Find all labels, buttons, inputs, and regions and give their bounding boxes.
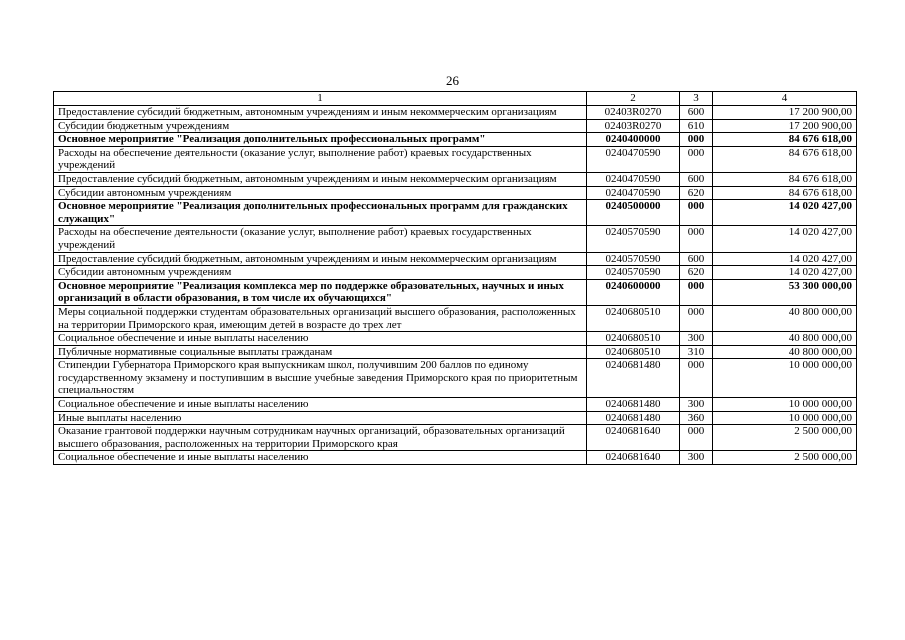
table-row [54, 345, 857, 359]
row-code-cell: 0240470590 [587, 146, 680, 172]
table-row [54, 106, 857, 120]
row-amount-cell: 14 020 427,00 [713, 226, 857, 252]
row-name-cell: Предоставление субсидий бюджетным, автономным учреждениям и иным некоммерческим организациям [54, 172, 587, 186]
row-code-cell: 0240680510 [587, 345, 680, 359]
column-header-code: 2 [587, 92, 680, 106]
table-row [54, 172, 857, 186]
row-name-cell: Расходы на обеспечение деятельности (оказание услуг, выполнение работ) краевых государственных учреждений [54, 226, 587, 252]
row-type-cell: 600 [680, 252, 713, 266]
row-amount-cell: 84 676 618,00 [713, 172, 857, 186]
row-code-cell: 0240681640 [587, 425, 680, 451]
table-row [54, 200, 857, 226]
row-amount-cell: 17 200 900,00 [713, 119, 857, 133]
row-amount-cell: 84 676 618,00 [713, 186, 857, 200]
row-code-cell: 0240570590 [587, 226, 680, 252]
row-amount-cell: 84 676 618,00 [713, 146, 857, 172]
row-type-cell: 000 [680, 305, 713, 331]
row-code-cell: 0240680510 [587, 332, 680, 346]
row-amount-cell: 84 676 618,00 [713, 133, 857, 147]
row-code-cell: 0240470590 [587, 172, 680, 186]
row-type-cell: 600 [680, 106, 713, 120]
row-name-cell: Субсидии автономным учреждениям [54, 186, 587, 200]
row-code-cell: 0240500000 [587, 200, 680, 226]
row-name-cell: Социальное обеспечение и иные выплаты населению [54, 332, 587, 346]
column-header-name: 1 [54, 92, 587, 106]
row-name-cell: Субсидии бюджетным учреждениям [54, 119, 587, 133]
row-amount-cell: 14 020 427,00 [713, 252, 857, 266]
table-row [54, 133, 857, 147]
row-amount-cell: 17 200 900,00 [713, 106, 857, 120]
row-type-cell: 360 [680, 411, 713, 425]
row-code-cell: 0240400000 [587, 133, 680, 147]
row-name-cell: Основное мероприятие "Реализация дополнительных профессиональных программ для гражданских служащих" [54, 200, 587, 226]
table-row [54, 119, 857, 133]
row-code-cell: 0240470590 [587, 186, 680, 200]
row-type-cell: 000 [680, 359, 713, 398]
row-name-cell: Субсидии автономным учреждениям [54, 266, 587, 280]
row-type-cell: 300 [680, 332, 713, 346]
row-amount-cell: 2 500 000,00 [713, 451, 857, 465]
row-amount-cell: 40 800 000,00 [713, 345, 857, 359]
row-name-cell: Меры социальной поддержки студентам образовательных организаций высшего образования, расположенных на территории Приморского края, имеющим детей в возрасте до трех лет [54, 305, 587, 331]
row-code-cell: 0240681640 [587, 451, 680, 465]
row-amount-cell: 10 000 000,00 [713, 359, 857, 398]
row-amount-cell: 2 500 000,00 [713, 425, 857, 451]
row-type-cell: 610 [680, 119, 713, 133]
table-row [54, 279, 857, 305]
table-row [54, 252, 857, 266]
table-row [54, 332, 857, 346]
row-type-cell: 600 [680, 172, 713, 186]
table-row [54, 398, 857, 412]
column-header-amount: 4 [713, 92, 857, 106]
row-code-cell: 0240681480 [587, 398, 680, 412]
row-code-cell: 0240681480 [587, 411, 680, 425]
table-row [54, 451, 857, 465]
table-header-row [54, 92, 857, 106]
row-type-cell: 000 [680, 133, 713, 147]
budget-table [53, 91, 857, 465]
table-row [54, 266, 857, 280]
row-amount-cell: 40 800 000,00 [713, 305, 857, 331]
table-row [54, 146, 857, 172]
row-code-cell: 0240570590 [587, 266, 680, 280]
row-type-cell: 000 [680, 146, 713, 172]
row-code-cell: 0240681480 [587, 359, 680, 398]
row-type-cell: 620 [680, 266, 713, 280]
row-name-cell: Социальное обеспечение и иные выплаты населению [54, 398, 587, 412]
table-body [54, 106, 857, 465]
table-row [54, 425, 857, 451]
row-type-cell: 000 [680, 425, 713, 451]
row-amount-cell: 10 000 000,00 [713, 411, 857, 425]
row-type-cell: 000 [680, 279, 713, 305]
row-name-cell: Основное мероприятие "Реализация дополнительных профессиональных программ" [54, 133, 587, 147]
row-name-cell: Публичные нормативные социальные выплаты гражданам [54, 345, 587, 359]
row-code-cell: 02403R0270 [587, 106, 680, 120]
row-type-cell: 300 [680, 451, 713, 465]
row-code-cell: 02403R0270 [587, 119, 680, 133]
row-code-cell: 0240570590 [587, 252, 680, 266]
table-row [54, 305, 857, 331]
row-amount-cell: 10 000 000,00 [713, 398, 857, 412]
row-type-cell: 310 [680, 345, 713, 359]
row-type-cell: 620 [680, 186, 713, 200]
row-amount-cell: 40 800 000,00 [713, 332, 857, 346]
row-code-cell: 0240680510 [587, 305, 680, 331]
table-row [54, 411, 857, 425]
row-type-cell: 000 [680, 200, 713, 226]
row-amount-cell: 14 020 427,00 [713, 200, 857, 226]
row-name-cell: Оказание грантовой поддержки научным сотрудникам научных организаций, образовательных организаций высшего образования, расположенных на территории Приморского края [54, 425, 587, 451]
row-name-cell: Социальное обеспечение и иные выплаты населению [54, 451, 587, 465]
table-row [54, 359, 857, 398]
row-name-cell: Основное мероприятие "Реализация комплекса мер по поддержке образовательных, научных и иных организаций в области образования, в том числе их обучающихся" [54, 279, 587, 305]
row-name-cell: Расходы на обеспечение деятельности (оказание услуг, выполнение работ) краевых государственных учреждений [54, 146, 587, 172]
row-amount-cell: 14 020 427,00 [713, 266, 857, 280]
row-code-cell: 0240600000 [587, 279, 680, 305]
table-row [54, 226, 857, 252]
row-type-cell: 000 [680, 226, 713, 252]
row-amount-cell: 53 300 000,00 [713, 279, 857, 305]
row-name-cell: Стипендии Губернатора Приморского края выпускникам школ, получившим 200 баллов по единому государственному экзамену и поступившим в высшие учебные заведения Приморского края по приоритетным специальностям [54, 359, 587, 398]
table-row [54, 186, 857, 200]
column-header-type: 3 [680, 92, 713, 106]
row-name-cell: Предоставление субсидий бюджетным, автономным учреждениям и иным некоммерческим организациям [54, 252, 587, 266]
page-number: 26 [446, 73, 459, 88]
row-name-cell: Предоставление субсидий бюджетным, автономным учреждениям и иным некоммерческим организациям [54, 106, 587, 120]
row-name-cell: Иные выплаты населению [54, 411, 587, 425]
row-type-cell: 300 [680, 398, 713, 412]
